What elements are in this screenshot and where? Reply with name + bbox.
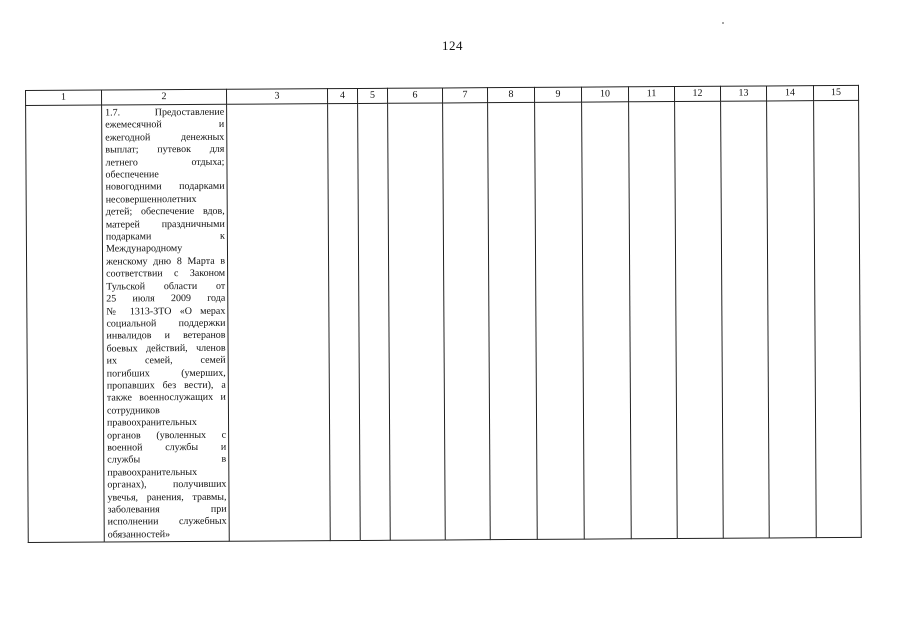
column-header: 11 — [628, 87, 674, 102]
table-cell-empty — [488, 102, 538, 539]
description-line: Тульской области от — [106, 280, 226, 293]
description-line: 1.7. Предоставление — [105, 106, 225, 119]
column-header: 15 — [813, 85, 858, 100]
table-cell-col1 — [26, 105, 105, 543]
table-cell-empty — [388, 103, 446, 541]
column-header: 13 — [720, 86, 766, 101]
table-row — [26, 100, 862, 542]
column-header: 1 — [26, 90, 102, 105]
column-header: 2 — [102, 89, 227, 105]
column-header: 12 — [674, 86, 720, 101]
description-line: военной службы и — [107, 441, 227, 454]
column-header: 10 — [581, 87, 628, 102]
description-line: сотрудников — [106, 404, 160, 417]
column-header: 7 — [442, 88, 487, 103]
table-cell-empty — [358, 103, 391, 540]
column-header: 8 — [487, 87, 534, 102]
description-line: матерей праздничными — [105, 218, 225, 231]
description-line: детей; обеспечение вдов, — [105, 206, 225, 218]
table-cell-description — [102, 104, 230, 542]
description-line: органов (уволенных с — [107, 429, 227, 442]
description-line: летнего отдыха; — [105, 156, 225, 169]
description-line: подарками к — [105, 230, 225, 243]
table-cell-empty — [535, 102, 585, 539]
scan-artifact — [722, 22, 724, 24]
description-text — [102, 105, 229, 542]
table-cell-empty — [582, 102, 632, 539]
table-cell-empty — [443, 103, 491, 540]
description-line: погибших (умерших, — [106, 367, 226, 380]
description-line: женскому дню 8 Марта в — [106, 255, 226, 268]
description-line: социальной поддержки — [106, 317, 226, 330]
column-header: 5 — [357, 88, 387, 103]
description-line: увечья, ранения, травмы, — [107, 491, 227, 504]
description-line: исполнении служебных — [107, 516, 227, 528]
table-cell-empty — [721, 101, 770, 538]
description-line: № 1313-ЗТО «О мерах — [106, 305, 226, 318]
description-line: их семей, семей — [106, 354, 226, 367]
description-line: заболевания при — [107, 503, 227, 516]
description-line: обязанностей» — [107, 528, 171, 541]
description-line: инвалидов и ветеранов — [106, 330, 226, 342]
description-line: выплат; путевок для — [105, 144, 225, 156]
table-cell-empty — [328, 103, 361, 540]
description-line: пропавших без вести), а — [106, 379, 226, 392]
data-table — [25, 85, 862, 543]
description-line: обеспечение — [105, 169, 159, 181]
description-line: также военнослужащих и — [106, 392, 226, 404]
table-cell-empty — [629, 102, 678, 539]
description-line: 25 июля 2009 года — [106, 292, 226, 305]
column-header: 9 — [534, 87, 581, 102]
description-line: Международному — [105, 243, 183, 255]
column-header: 6 — [387, 88, 442, 103]
description-line: новогодними подарками — [105, 181, 225, 193]
description-line: ежемесячной и — [105, 119, 225, 131]
description-line: ежегодной денежных — [105, 131, 225, 144]
description-line: службы в — [107, 454, 227, 466]
description-line: боевых действий, членов — [106, 342, 226, 355]
description-line: правоохранительных — [107, 417, 197, 429]
description-line: соответствии с Законом — [106, 268, 226, 280]
table-cell-empty — [814, 100, 862, 537]
table-cell-empty — [227, 104, 331, 542]
description-line: органах), получивших — [107, 478, 227, 491]
page-number: 124 — [442, 38, 463, 53]
table-cell-empty — [675, 101, 724, 538]
table-cell-empty — [767, 101, 817, 538]
description-line: правоохранительных — [107, 466, 198, 479]
description-line: несовершеннолетних — [105, 193, 197, 206]
column-header: 3 — [226, 89, 327, 105]
column-header: 14 — [766, 86, 813, 101]
column-header: 4 — [327, 88, 357, 103]
